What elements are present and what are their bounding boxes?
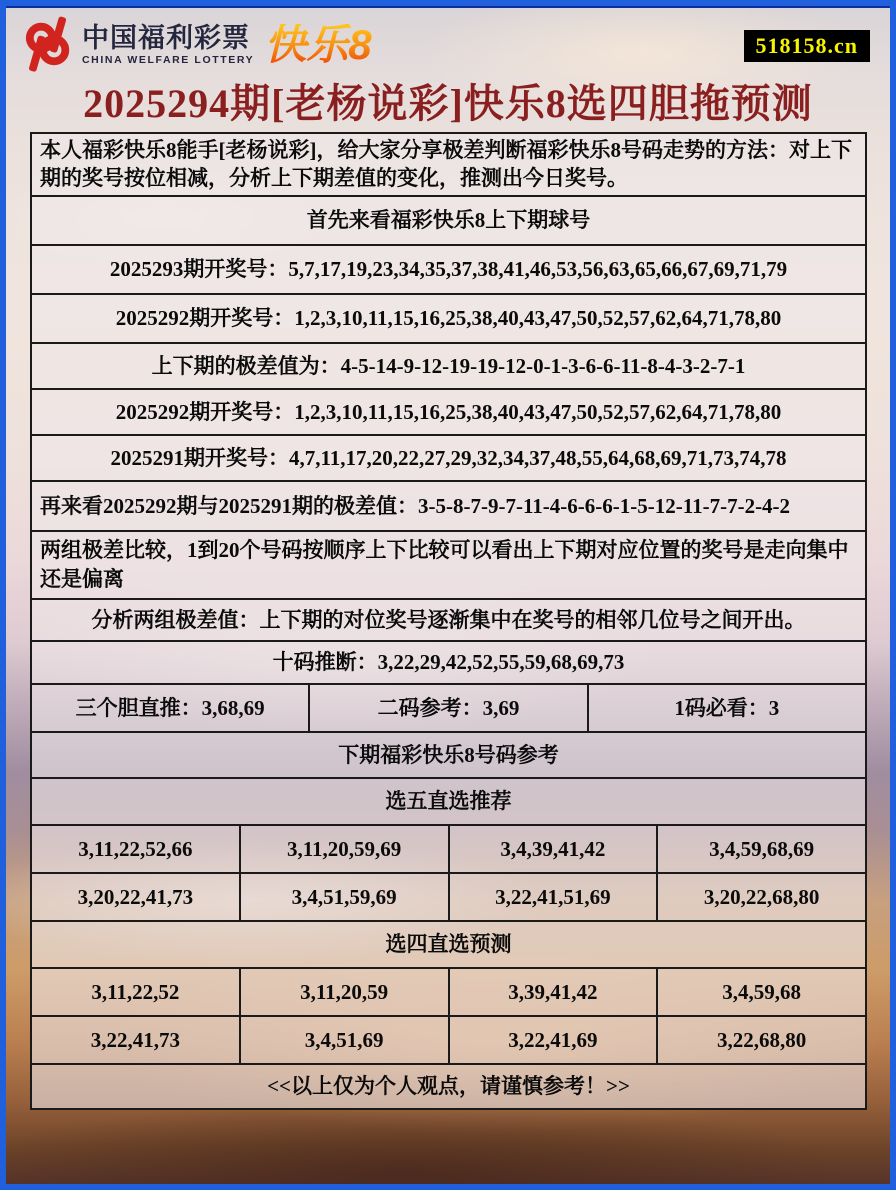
prediction-table — [30, 132, 867, 1110]
pick5-combo: 3,20,22,41,73 — [77, 884, 194, 909]
row-dan-picks — [32, 685, 865, 733]
pick5-combo: 3,11,20,59,69 — [239, 826, 448, 872]
brand-name-en: CHINA WELFARE LOTTERY — [82, 53, 255, 66]
pick5-combo: 3,4,39,41,42 — [448, 826, 657, 872]
row-intro: 本人福彩快乐8能手[老杨说彩]，给大家分享极差判断福彩快乐8号码走势的方法：对上下期的奖号按位相减，分析上下期差值的变化，推测出今日奖号。 — [32, 134, 865, 197]
row-draw-2025291: 2025291期开奖号：4,7,11,17,20,22,27,29,32,34,37,48,55,64,68,69,71,73,74,78 — [32, 436, 865, 482]
row-pick4-group1 — [32, 969, 865, 1017]
row-analysis: 分析两组极差值：上下期的对位奖号逐渐集中在奖号的相邻几位号之间开出。 — [32, 600, 865, 642]
row-section-pick4: 选四直选预测 — [32, 922, 865, 969]
page-title: 2025294期[老杨说彩]快乐8选四胆拖预测 — [83, 81, 813, 126]
pick5-combo: 3,11,22,52,66 — [78, 836, 193, 861]
row-draw-2025292-b: 2025292期开奖号：1,2,3,10,11,15,16,25,38,40,43,47,50,52,57,62,64,71,78,80 — [32, 390, 865, 436]
pick4-combo: 3,22,68,80 — [656, 1017, 865, 1063]
pick4-combo: 3,39,41,42 — [448, 969, 657, 1015]
pick4-combo: 3,11,22,52 — [91, 979, 180, 1004]
header — [6, 6, 890, 74]
china-welfare-lottery-logo-icon — [22, 16, 74, 72]
brand-product-kuaile8: 快乐8 — [264, 21, 372, 68]
cell-three-dan: 三个胆直推：3,68,69 — [75, 695, 265, 720]
row-ten-codes: 十码推断：3,22,29,42,52,55,59,68,69,73 — [32, 642, 865, 685]
row-range-values-a: 上下期的极差值为：4-5-14-9-12-19-19-12-0-1-3-6-6-11-8-4-3-2-7-1 — [32, 344, 865, 390]
pick5-combo: 3,4,51,59,69 — [239, 874, 448, 920]
pick4-combo: 3,11,20,59 — [239, 969, 448, 1015]
pick5-combo: 3,20,22,68,80 — [656, 874, 865, 920]
row-section-pick5: 选五直选推荐 — [32, 779, 865, 826]
cell-one-code: 1码必看：3 — [587, 685, 865, 731]
pick4-combo: 3,22,41,69 — [448, 1017, 657, 1063]
row-disclaimer: <<以上仅为个人观点，请谨慎参考！>> — [32, 1065, 865, 1108]
brand-block — [82, 22, 255, 66]
pick5-combo: 3,4,59,68,69 — [656, 826, 865, 872]
pick4-combo: 3,22,41,73 — [90, 1027, 180, 1052]
row-section-balls: 首先来看福彩快乐8上下期球号 — [32, 197, 865, 246]
pick5-combo: 3,22,41,51,69 — [448, 874, 657, 920]
pick4-combo: 3,4,51,69 — [239, 1017, 448, 1063]
row-draw-2025292-a: 2025292期开奖号：1,2,3,10,11,15,16,25,38,40,43,47,50,52,57,62,64,71,78,80 — [32, 295, 865, 344]
row-pick4-group2 — [32, 1017, 865, 1065]
brand-name-cn: 中国福利彩票 — [82, 22, 250, 53]
row-range-values-b: 再来看2025292期与2025291期的极差值：3-5-8-7-9-7-11-4-6-6-6-1-5-12-11-7-7-2-4-2 — [32, 482, 865, 532]
row-draw-2025293: 2025293期开奖号：5,7,17,19,23,34,35,37,38,41,46,53,56,63,65,66,67,69,71,79 — [32, 246, 865, 295]
site-badge: 518158.cn — [744, 30, 871, 62]
pick4-combo: 3,4,59,68 — [656, 969, 865, 1015]
row-section-ref: 下期福彩快乐8号码参考 — [32, 733, 865, 779]
row-pick5-group1 — [32, 826, 865, 874]
row-compare-note: 两组极差比较，1到20个号码按顺序上下比较可以看出上下期对应位置的奖号是走向集中还是偏离 — [32, 532, 865, 600]
cell-two-codes: 二码参考：3,69 — [308, 685, 586, 731]
row-pick5-group2 — [32, 874, 865, 922]
